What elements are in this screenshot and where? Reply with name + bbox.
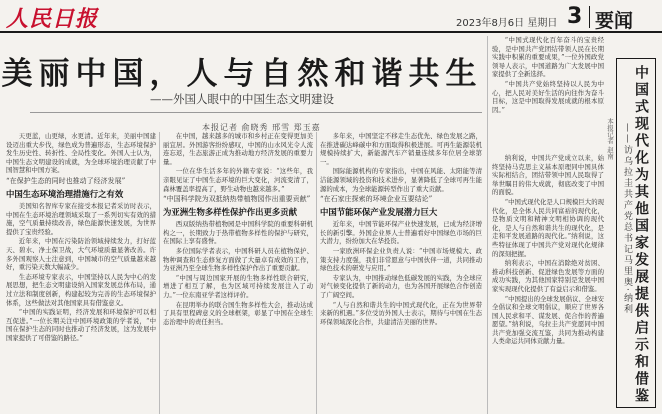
section-kicker: “在石家庄探索的环境企业互要结论”: [320, 195, 433, 204]
paper-name-logo: 人民日报: [6, 6, 99, 32]
body-paragraph: “中国共产党始终坚持以人民为中心，把人民对美好生活的向往作为奋斗目标，这是中国取得发展成就的根本原因。”: [492, 79, 604, 114]
article-column-2: [163, 132, 313, 414]
body-paragraph: 近年来，中国在污染防治领域持续发力，打好蓝天、碧水、净土保卫战，大气环境质量显著改善。许多外国观察人士注意到，中国城市的空气质量越来越好，重污染天数大幅减少。: [6, 237, 156, 272]
article-subheadline: ——外国人眼中的中国生态文明建设: [150, 92, 334, 106]
body-paragraph: 纳利说，中国共产党成立以来，始终坚持马克思主义基本原理同中国具体实际相结合，团结带领中国人民取得了举世瞩目的伟大成就，彻底改变了中国的面貌。: [492, 154, 604, 197]
section-heading: 中国节能环保产业发展潜力巨大: [320, 207, 438, 218]
body-paragraph: “人与自然和谐共生的中国式现代化，正在为世界带来新的机遇。”多位受访外国人士表示，期待与中国在生态环保领域深化合作，共建清洁美丽的世界。: [320, 300, 482, 326]
body-paragraph: 纳利表示，中国在消除绝对贫困、推动科技创新、促进绿色发展等方面的成功实践，为其他国家特别是发展中国家实现现代化提供了有益启示和借鉴。: [492, 259, 604, 293]
section-name: 要闻: [595, 10, 634, 32]
body-paragraph: “中国式现代化是人口规模巨大的现代化，是全体人民共同富裕的现代化，是物质文明和精神文明相协调的现代化，是人与自然和谐共生的现代化，是走和平发展道路的现代化。”纳利说，这些特征体现了中国共产党对现代化规律的深刻把握。: [492, 197, 604, 258]
body-paragraph: 近年来，中国节能环保产业快速发展，已成为经济增长的新引擎。外国企业界人士普遍看好中国绿色市场的巨大潜力，纷纷加大在华投资。: [320, 220, 482, 246]
body-paragraph: 一位在华生活多年的外籍专家说：“这些年，我亲眼见证了中国生态环境的巨大变化，河流变清了，森林覆盖率提高了，野生动物也越来越多。”: [163, 167, 313, 193]
masthead: [0, 0, 662, 33]
article-byline: 本报记者 俞晓秀 邢雪 郑玉嘉: [202, 123, 321, 132]
headline-rule: [30, 112, 482, 113]
interview-headline: 中国式现代化为其他国家发展提供启示和借鉴: [633, 65, 649, 405]
column-divider: [487, 36, 488, 414]
interview-body: [492, 154, 604, 414]
body-paragraph: 专家认为，中国推动绿色低碳发展的实践，为全球应对气候变化提供了新的动力，也为各国开展绿色合作创造了广阔空间。: [320, 273, 482, 299]
body-paragraph: 美国知名智库专家在接受本报记者采访时表示，中国在生态环境治理领域采取了一系列切实有效的措施，空气质量持续改善，绿色能源快速发展，为世界提供了宝贵经验。: [6, 201, 156, 236]
interview-title-box: [616, 58, 656, 408]
body-paragraph: 在昆明举办的联合国生物多样性大会，推动达成了具有里程碑意义的全球框架，彰显了中国在全球生态治理中的责任担当。: [163, 300, 313, 326]
column-divider: [316, 132, 317, 414]
body-paragraph: 西双版纳热带植物园是中国科学院的重要科研机构之一，长期致力于热带植物多样性的保护与研究，在国际上享有盛誉。: [163, 220, 313, 246]
body-paragraph: “中国提出的全球发展倡议、全球安全倡议和全球文明倡议，顺应了世界各国人民求和平、谋发展、促合作的普遍愿望。”纳利说，乌拉圭共产党愿同中国共产党加强交流互鉴，共同为推动构建人类命运共同体贡献力量。: [492, 294, 604, 346]
section-kicker: “在保护生态的同时也推动了经济发展”: [6, 176, 126, 185]
intro-paragraph: 天更蓝，山更绿，水更清。近年来，美丽中国建设迈出重大步伐，绿色成为普遍形态，生态环境保护发生历史性、转折性、全局性变化。外国人士认为，中国生态文明建设的成就，为全球环境治理贡献了中国智慧和中国方案。: [6, 132, 156, 175]
body-paragraph: 一家欧洲环保企业负责人说：“中国市场规模大、政策支持力度强，我们非常愿意与中国伙伴一道，共同推动绿色技术的研发与应用。”: [320, 246, 482, 273]
body-paragraph: “中国的实践证明，经济发展和环境保护可以相互促进。”一位长期关注中国环境政策的学者说，“中国在保护生态的同时也推动了经济发展，这为发展中国家提供了可借鉴的路径。”: [6, 308, 156, 342]
interview-subheadline: ——访乌拉圭共产党总书记马里奥·纳利: [622, 123, 632, 315]
page-number: 3: [567, 4, 583, 29]
article-column-1: [6, 132, 156, 414]
body-paragraph: 在中国，越来越多的城市和乡村正在变得更加美丽宜居。外国游客纷纷感叹，中国的山水风光令人流连忘返，生态旅游正成为推动地方经济发展的重要力量。: [163, 132, 313, 166]
body-paragraph: 国际能源机构的专家指出，中国在风能、太阳能等清洁能源领域的投资和技术进步，显著降低了全球可再生能源的成本，为全球能源转型作出了重大贡献。: [320, 167, 482, 193]
interview-byline: 本报记者 赵南: [606, 118, 614, 160]
interview-intro: [492, 36, 604, 146]
issue-date: 2023年8月6日 星期日: [456, 18, 558, 29]
column-divider: [159, 132, 160, 414]
section-kicker: “中国科学院为双抵纳热带植物园作出重要贡献”: [163, 195, 311, 204]
article-column-3: [320, 132, 482, 414]
body-paragraph: “中国式现代化百年奋斗的宝贵经验，是中国共产党团结带领人民在长期实践中积累的重要成果，”一位外国政党领导人表示，中国道路为广大发展中国家提供了全新选择。: [492, 36, 604, 79]
section-heading: 中国生态环境治理措施行之有效: [6, 188, 124, 199]
body-paragraph: 多位国际学者表示，中国科研人员在植物保护、物种调查和生态修复方面做了大量卓有成效的工作，为亚洲乃至全球生物多样性保护作出了重要贡献。: [163, 246, 313, 273]
body-paragraph: 多年来，中国坚定不移走生态优先、绿色发展之路，在推进碳达峰碳中和方面取得积极进展。可再生能源装机规模持续扩大，新能源汽车产销量连续多年位居全球第一。: [320, 132, 482, 166]
section-heading: 为亚洲生物多样性保护作出更多贡献: [163, 207, 297, 218]
body-paragraph: “中国与周边国家开展的生物多样性联合研究，增进了相互了解，也为区域可持续发展注入了动力。”一位东南亚学者这样评价。: [163, 273, 313, 299]
body-paragraph: 生态环境专家表示，中国坚持以人民为中心的发展思想，把生态文明建设纳入国家发展总体布局，通过立法和制度创新，构建起较为完善的生态环境保护体系，这些做法对其他国家具有借鉴意义。: [6, 272, 156, 307]
article-headline: 美丽中国，人与自然和谐共生: [1, 56, 483, 92]
section-divider: [589, 6, 590, 28]
